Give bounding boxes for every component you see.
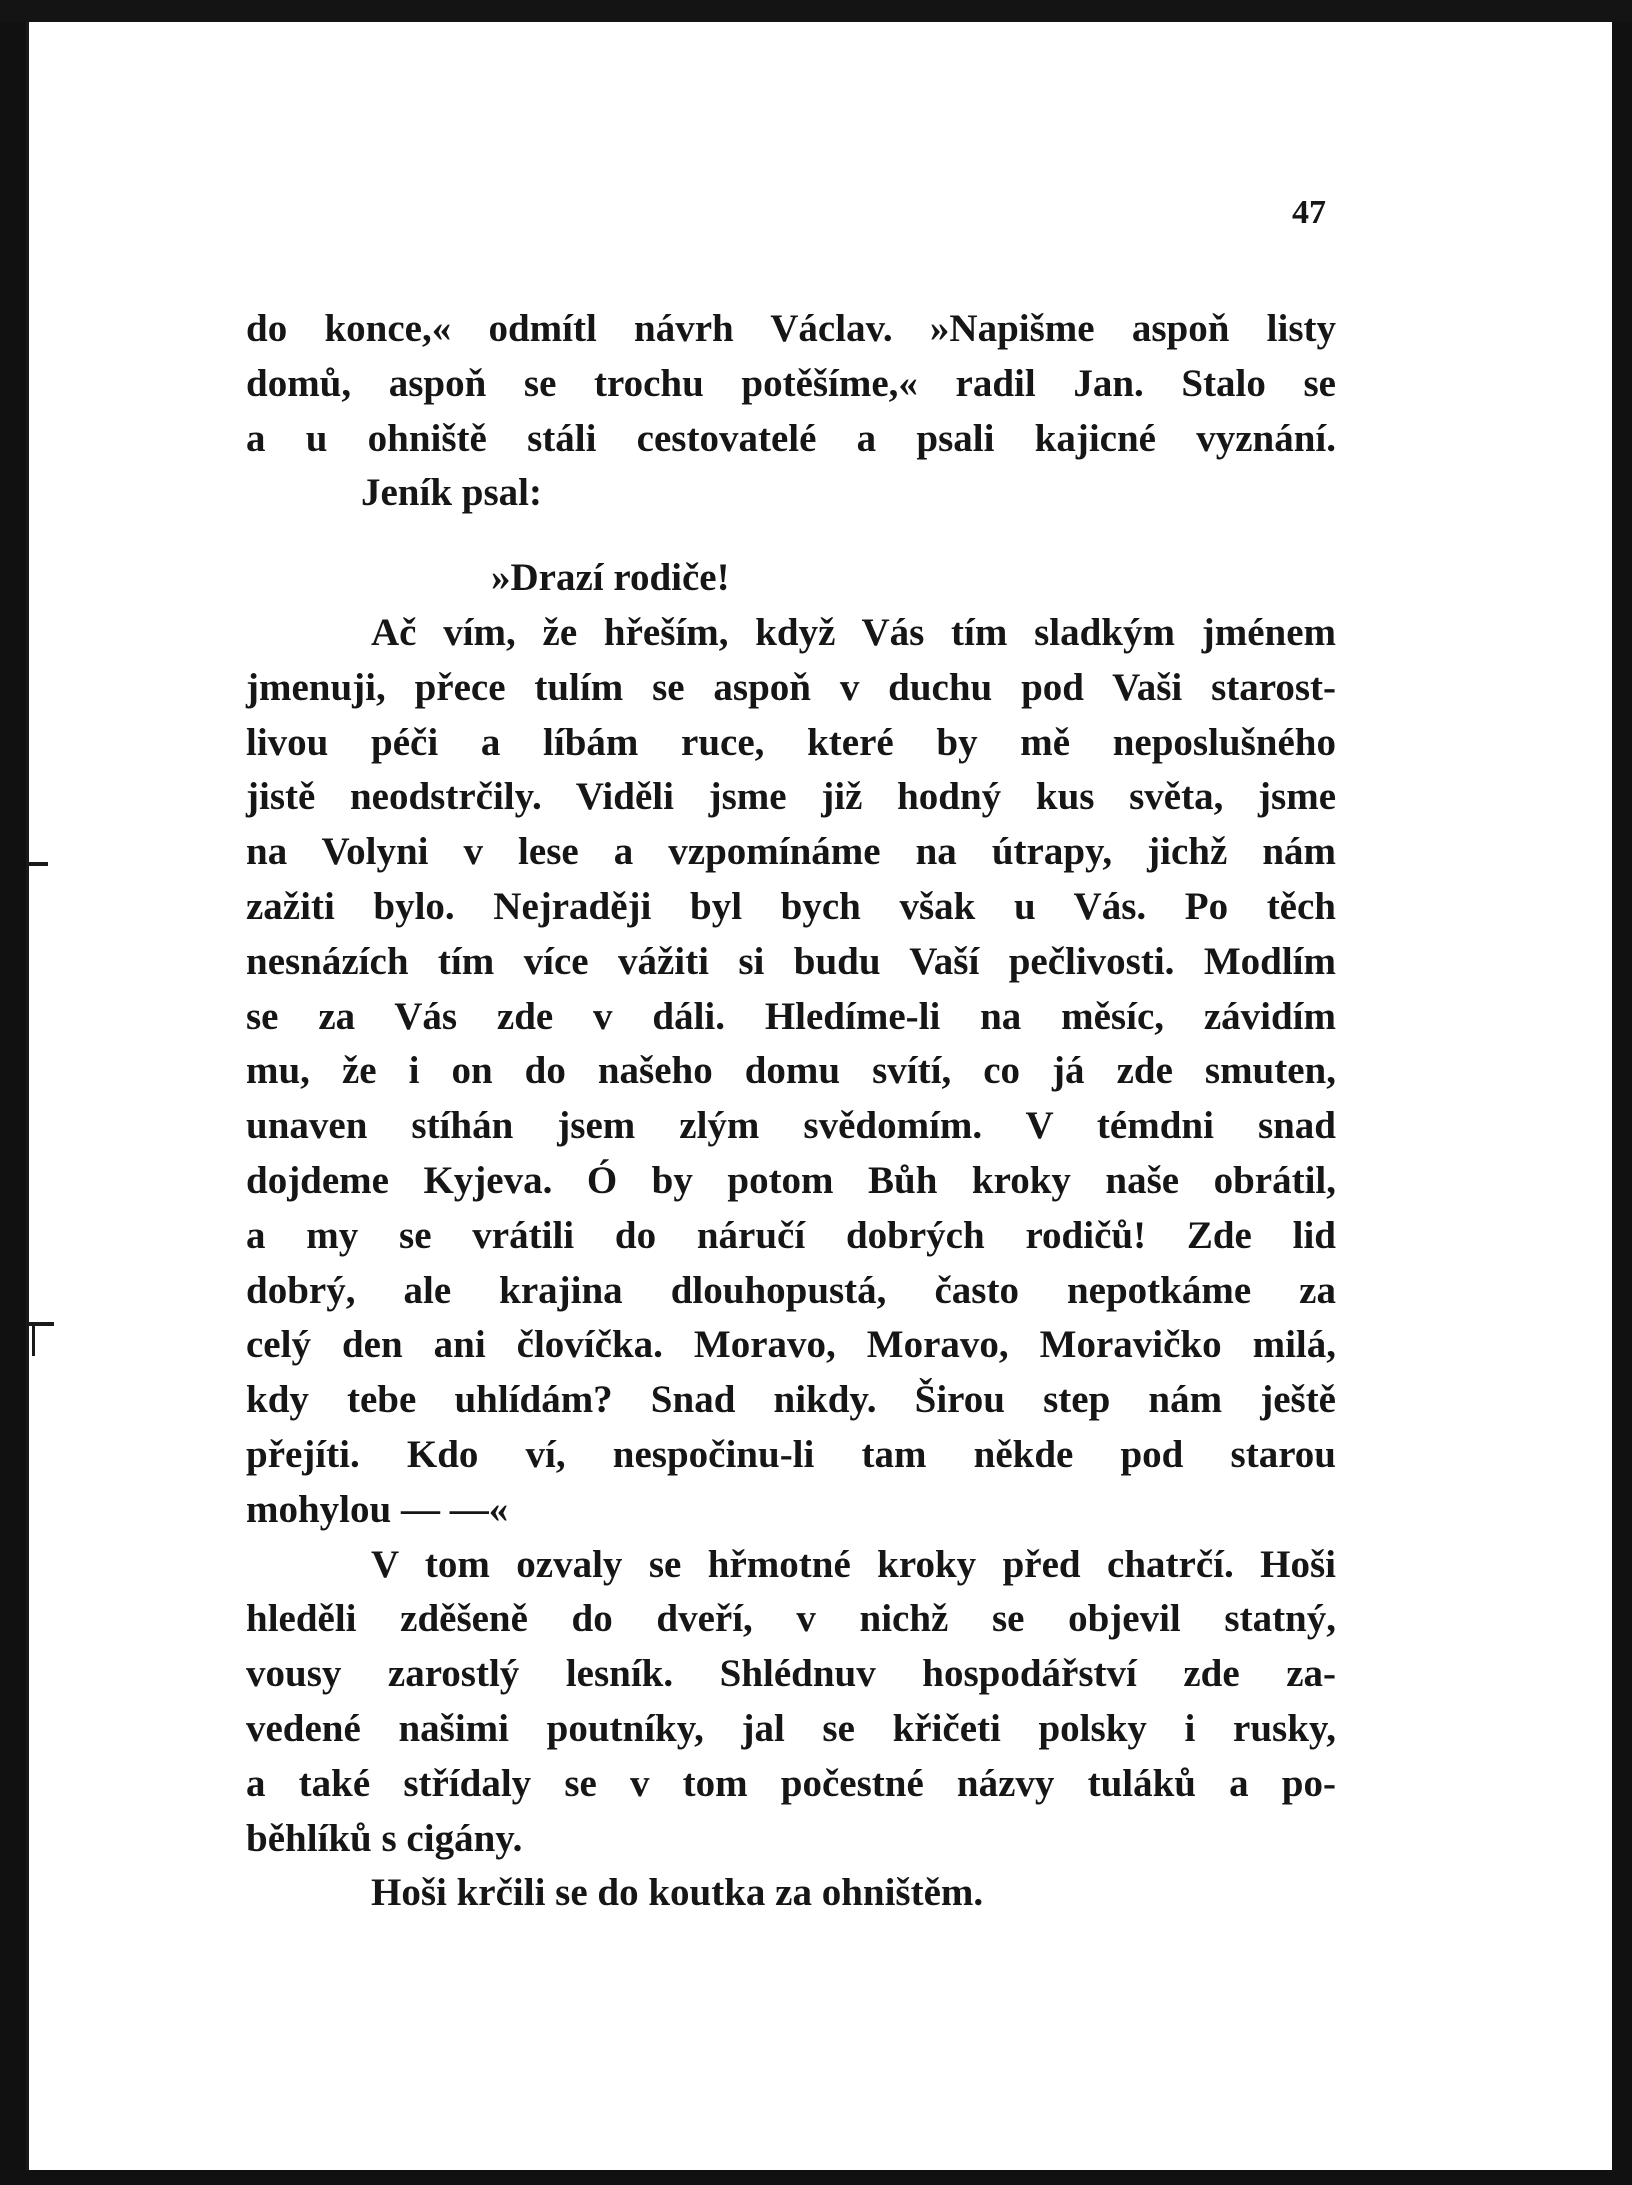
page-number: 47 [1292, 194, 1326, 231]
text-line: kdy tebe uhlídám? Snad nikdy. Širou step nám ještě [246, 1378, 1336, 1422]
text-line: přejíti. Kdo ví, nespočinu-li tam někde pod starou [246, 1432, 1336, 1476]
text-line: Jeník psal: [361, 471, 542, 515]
text-line: běhlíků s cigány. [246, 1816, 523, 1860]
text-line: zažiti bylo. Nejraději byl bych však u Vás. Po těch [246, 884, 1336, 928]
text-line: jmenuji, přece tulím se aspoň v duchu pod Vaši starost- [246, 665, 1336, 709]
text-line: unaven stíhán jsem zlým svědomím. V témdni snad [246, 1104, 1336, 1148]
page-text [246, 302, 1336, 1921]
text-line: dobrý, ale krajina dlouhopustá, často nepotkáme za [246, 1268, 1336, 1312]
paragraph-gap [246, 521, 1336, 551]
text-line: hleděli zděšeně do dveří, v nichž se objevil statný, [246, 1597, 1336, 1641]
text-line: do konce,« odmítl návrh Václav. »Napišme aspoň listy [246, 307, 1336, 350]
binding-mark-1 [26, 862, 48, 866]
letter-salutation: »Drazí rodiče! [491, 556, 730, 600]
text-line: Hoši krčili se do koutka za ohništěm. [371, 1871, 984, 1915]
text-line: celý den ani človíčka. Moravo, Moravo, Moravičko milá, [246, 1323, 1336, 1367]
text-line: na Volyni v lese a vzpomínáme na útrapy, jichž nám [246, 830, 1336, 874]
text-line: a my se vrátili do náručí dobrých rodičů! Zde lid [246, 1213, 1336, 1257]
text-line: Ač vím, že hřeším, když Vás tím sladkým jménem [371, 610, 1336, 654]
text-line: nesnázích tím více vážiti si budu Vaší pečlivosti. Modlím [246, 939, 1336, 983]
text-line: domů, aspoň se trochu potěšíme,« radil Jan. Stalo se [246, 361, 1336, 405]
text-line: V tom ozvaly se hřmotné kroky před chatrčí. Hoši [371, 1542, 1336, 1586]
binding-mark-3 [32, 1326, 35, 1356]
text-line: vousy zarostlý lesník. Shlédnuv hospodářství zde za- [246, 1652, 1336, 1696]
text-line: se za Vás zde v dáli. Hledíme-li na měsíc, závidím [246, 994, 1336, 1038]
text-line: mu, že i on do našeho domu svítí, co já zde smuten, [246, 1049, 1336, 1093]
scan-frame-top [0, 0, 1632, 22]
text-line: a také střídaly se v tom počestné názvy tuláků a po- [246, 1761, 1336, 1805]
book-page [26, 22, 1612, 2170]
text-line: dojdeme Kyjeva. Ó by potom Bůh kroky naše obrátil, [246, 1158, 1336, 1202]
text-line: mohylou — —« [246, 1487, 509, 1531]
text-line: jistě neodstrčily. Viděli jsme již hodný kus světa, jsme [246, 775, 1336, 819]
text-line: vedené našimi poutníky, jal se křičeti polsky i rusky, [246, 1706, 1336, 1750]
text-line: a u ohniště stáli cestovatelé a psali kajicné vyznání. [246, 416, 1336, 460]
binding-mark-2 [26, 1322, 54, 1326]
left-binding-line [26, 22, 29, 2170]
text-line: livou péči a líbám ruce, které by mě neposlušného [246, 720, 1336, 764]
